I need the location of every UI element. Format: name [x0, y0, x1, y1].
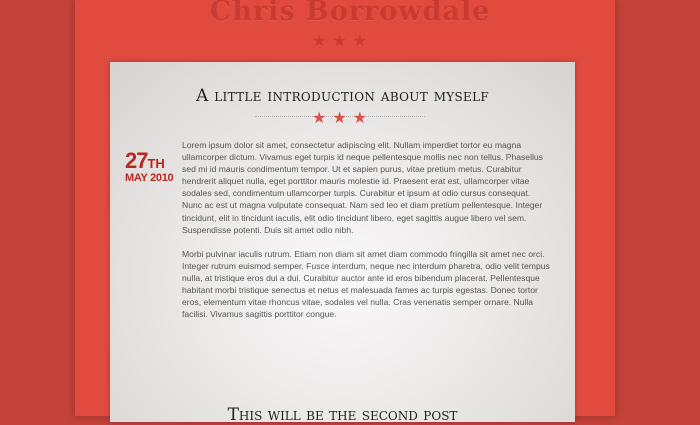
logo-stars-ornament: ★★★ [311, 33, 374, 50]
site-logo[interactable]: Chris Borrowdale [209, 0, 491, 27]
post-paragraph: Morbi pulvinar iaculis rutrum. Etiam non diam sit amet diam commodo fringilla sit amet nec orci. Integer rutrum euismod semper. Fusce interdum, neque nec interdum pharetra, odio velit tempus nulla, at tristique eros dui a dui. Curabitur auctor ante id eros bibendum placerat. Pellentesque habitant morbi tristique senectus et netus et malesuada fames ac turpis egestas. Donec tortor eros, elementum vitae rhoncus vitae, sodales vel nulla. Cras venenatis semper ornare. Nulla facilisi. Vivamus sagittis porttitor congue. [182, 248, 550, 320]
post-date-day [125, 148, 165, 174]
post-title[interactable]: A little introduction about myself [195, 86, 490, 106]
post-date-month-year: MAY 2010 [125, 172, 174, 184]
post-paragraph: Lorem ipsum dolor sit amet, consectetur adipiscing elit. Nullam imperdiet tortor eu magna ullamcorper dictum. Vivamus eget turpis id neque pellentesque mollis nec non tellus. Phasellus sed mi id mauris condimentum tempor. Ut et sapien purus, vitae pretium metus. Curabitur hendrerit aliquet nulla, eget porttitor mauris molestie id. Praesent erat est, ullamcorper vitae sodales sed, condimentum ullamcorper turpis. Curabitur et ipsum at odio cursus consequat. Nunc ac est ut magna vulputate consequat. Nam sed leo et diam pretium pellentesque. Integer tincidunt, elit in tincidunt iaculis, elit odio tincidunt libero, eget sagittis augue libero vel sem. Suspendisse potenti. Duis sit amet odio nibh. [182, 140, 543, 235]
date-day-number: 27 [125, 148, 148, 173]
title-stars-ornament: ★★★ [311, 110, 374, 127]
date-day-suffix: TH [147, 156, 165, 171]
next-post-title[interactable]: This will be the second post [227, 405, 458, 425]
post-body [182, 139, 552, 332]
